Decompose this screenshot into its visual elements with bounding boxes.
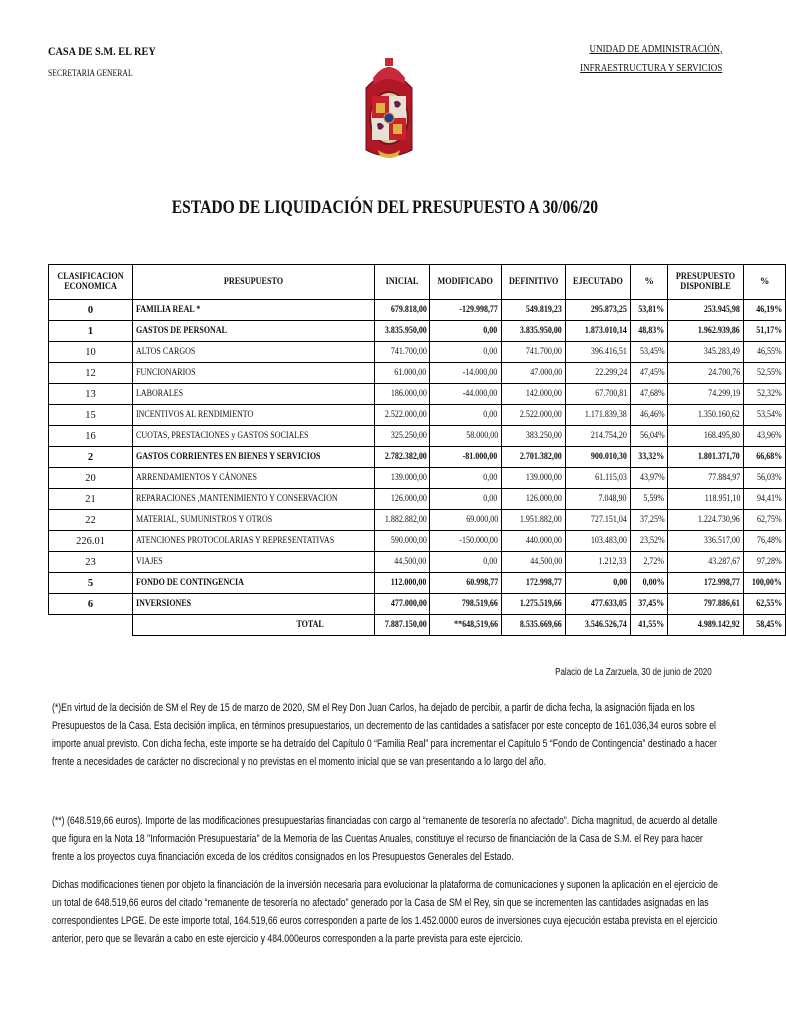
total-label: TOTAL [133,615,374,636]
cell-definitivo: 2.701.382,00 [501,447,565,468]
cell-definitivo: 44.500,00 [501,552,565,573]
cell-inicial: 741.700,00 [374,342,430,363]
cell-inicial: 2.782.382,00 [374,447,430,468]
col-presupuesto: PRESUPUESTO [133,265,374,300]
cell-concept: VIAJES [133,552,374,573]
cell-pct: 37,25% [630,510,667,531]
royal-coat-of-arms-icon [360,58,418,164]
cell-modificado: 798.519,66 [430,594,501,615]
cell-concept: INCENTIVOS AL RENDIMIENTO [133,405,374,426]
cell-definitivo: 440.000,00 [501,531,565,552]
document-title: ESTADO DE LIQUIDACIÓN DEL PRESUPUESTO A 30/06/20 [171,197,599,218]
cell-disponible: 43.287,67 [668,552,744,573]
cell-pct2: 52,32% [744,384,786,405]
cell-definitivo: 3.835.950,00 [501,321,565,342]
col-modificado: MODIFICADO [430,265,501,300]
col-clasificacion: CLASIFICACION ECONOMICA [49,265,133,300]
cell-ejecutado: 214.754,20 [566,426,631,447]
cell-pct: 53,81% [630,300,667,321]
cell-disponible: 77.884,97 [668,468,744,489]
cell-pct: 43,97% [630,468,667,489]
cell-pct2: 66,68% [744,447,786,468]
cell-modificado: 60.998,77 [430,573,501,594]
table-row [49,384,786,405]
cell-code: 5 [49,573,133,594]
cell-ejecutado: 1.171.839,38 [566,405,631,426]
cell-definitivo: 142.000,00 [501,384,565,405]
cell-code: 22 [49,510,133,531]
cell-ejecutado: 727.151,04 [566,510,631,531]
cell-ejecutado: 900.010,30 [566,447,631,468]
table-row [49,531,786,552]
col-pct2: % [744,265,786,300]
note-inversion: Dichas modificaciones tienen por objeto la financiación de la inversión necesaria para evolucionar la plataforma de comunicaciones y suponen la aplicación en el ejercicio de un total de 648.519,66 euros del citado “remanente de tesorería no afectado” generado por la Casa de SM el Rey, sin que se incrementen las cantidades asignadas en las correspondientes LPGE. De este importe total, 164.519,66 euros corresponden a parte de los 1.452.0000 euros de inversiones cuya ejecución estaba prevista en el ejercicio anterior, pero que se llevarán a cabo en este ejercicio y 484.000euros corresponden a la parte prevista para este ejercicio. [52,879,718,945]
cell-modificado: 58.000,00 [430,426,501,447]
cell-concept: INVERSIONES [133,594,374,615]
cell-code: 226.01 [49,531,133,552]
cell-definitivo: 383.250,00 [501,426,565,447]
cell-definitivo: 1.951.882,00 [501,510,565,531]
total-definitivo: 8.535.669,66 [501,615,565,636]
cell-inicial: 3.835.950,00 [374,321,430,342]
cell-pct2: 51,17% [744,321,786,342]
cell-pct2: 62,75% [744,510,786,531]
cell-disponible: 168.495,80 [668,426,744,447]
cell-concept: GASTOS CORRIENTES EN BIENES Y SERVICIOS [133,447,374,468]
cell-disponible: 118.951,10 [668,489,744,510]
cell-pct: 56,04% [630,426,667,447]
cell-modificado: 0,00 [430,342,501,363]
cell-disponible: 1.801.371,70 [668,447,744,468]
cell-ejecutado: 22.299,24 [566,363,631,384]
cell-pct: 47,68% [630,384,667,405]
cell-modificado: -150.000,00 [430,531,501,552]
cell-pct2: 94,41% [744,489,786,510]
cell-pct: 53,45% [630,342,667,363]
cell-ejecutado: 67.700,81 [566,384,631,405]
cell-concept: FAMILIA REAL * [133,300,374,321]
col-disponible: PRESUPUESTO DISPONIBLE [668,265,744,300]
cell-ejecutado: 295.873,25 [566,300,631,321]
cell-disponible: 1.962.939,86 [668,321,744,342]
col-pct: % [630,265,667,300]
cell-modificado: 0,00 [430,489,501,510]
cell-disponible: 797.886,61 [668,594,744,615]
cell-code: 16 [49,426,133,447]
cell-definitivo: 741.700,00 [501,342,565,363]
cell-pct2: 62,55% [744,594,786,615]
col-definitivo: DEFINITIVO [501,265,565,300]
cell-modificado: -129.998,77 [430,300,501,321]
col-inicial: INICIAL [374,265,430,300]
cell-pct: 37,45% [630,594,667,615]
cell-modificado: 0,00 [430,405,501,426]
header-right [557,44,722,82]
cell-pct: 2,72% [630,552,667,573]
table-row [49,447,786,468]
cell-pct2: 43,96% [744,426,786,447]
cell-inicial: 61.000,00 [374,363,430,384]
cell-code: 0 [49,300,133,321]
table-row [49,300,786,321]
table-total-row [49,615,786,636]
cell-ejecutado: 396.416,51 [566,342,631,363]
cell-inicial: 139.000,00 [374,468,430,489]
table-row [49,321,786,342]
cell-pct: 48,83% [630,321,667,342]
cell-pct: 46,46% [630,405,667,426]
table-row [49,594,786,615]
table-row [49,468,786,489]
org-subtitle: SECRETARIA GENERAL [48,68,133,78]
cell-concept: GASTOS DE PERSONAL [133,321,374,342]
cell-pct2: 46,55% [744,342,786,363]
table-row [49,510,786,531]
cell-inicial: 1.882.882,00 [374,510,430,531]
cell-code: 1 [49,321,133,342]
total-pct2: 58,45% [744,615,786,636]
total-modificado: **648,519,66 [430,615,501,636]
table-row [49,573,786,594]
cell-disponible: 24.700,76 [668,363,744,384]
cell-inicial: 325.250,00 [374,426,430,447]
cell-inicial: 679.818,00 [374,300,430,321]
cell-definitivo: 139.000,00 [501,468,565,489]
cell-pct: 0,00% [630,573,667,594]
cell-code: 6 [49,594,133,615]
cell-modificado: -44.000,00 [430,384,501,405]
table-header-row [49,265,786,300]
cell-definitivo: 126.000,00 [501,489,565,510]
table-row [49,405,786,426]
cell-code [49,615,133,636]
cell-code: 20 [49,468,133,489]
table-row [49,342,786,363]
cell-ejecutado: 1.212,33 [566,552,631,573]
unit-line-1: UNIDAD DE ADMINISTRACIÓN, [589,44,722,55]
cell-concept: REPARACIONES ,MANTENIMIENTO Y CONSERVACION [133,489,374,510]
cell-disponible: 345.283,49 [668,342,744,363]
cell-concept: FONDO DE CONTINGENCIA [133,573,374,594]
cell-modificado: 0,00 [430,321,501,342]
cell-concept: CUOTAS, PRESTACIONES y GASTOS SOCIALES [133,426,374,447]
cell-pct2: 46,19% [744,300,786,321]
table-row [49,363,786,384]
cell-concept: ARRENDAMIENTOS Y CÁNONES [133,468,374,489]
total-ejecutado: 3.546.526,74 [566,615,631,636]
cell-pct2: 97,28% [744,552,786,573]
table-row [49,552,786,573]
cell-concept: ATENCIONES PROTOCOLARIAS Y REPRESENTATIVAS [133,531,374,552]
cell-pct: 47,45% [630,363,667,384]
cell-disponible: 1.350.160,62 [668,405,744,426]
cell-modificado: 69.000,00 [430,510,501,531]
cell-definitivo: 549.819,23 [501,300,565,321]
cell-pct2: 76,48% [744,531,786,552]
cell-pct: 33,32% [630,447,667,468]
cell-modificado: -14.000,00 [430,363,501,384]
cell-modificado: 0,00 [430,468,501,489]
table-row [49,426,786,447]
cell-inicial: 44.500,00 [374,552,430,573]
cell-definitivo: 1.275.519,66 [501,594,565,615]
cell-pct2: 100,00% [744,573,786,594]
cell-disponible: 336.517,00 [668,531,744,552]
cell-ejecutado: 477.633,05 [566,594,631,615]
cell-pct2: 52,55% [744,363,786,384]
total-pct: 41,55% [630,615,667,636]
cell-ejecutado: 103.483,00 [566,531,631,552]
table-row [49,489,786,510]
cell-disponible: 1.224.730,96 [668,510,744,531]
budget-table [48,264,786,636]
cell-code: 23 [49,552,133,573]
cell-modificado: 0,00 [430,552,501,573]
cell-inicial: 477.000,00 [374,594,430,615]
place-date: Palacio de La Zarzuela, 30 de junio de 2020 [555,667,712,678]
cell-pct2: 56,03% [744,468,786,489]
cell-concept: ALTOS CARGOS [133,342,374,363]
cell-code: 12 [49,363,133,384]
cell-code: 13 [49,384,133,405]
cell-inicial: 2.522.000,00 [374,405,430,426]
cell-definitivo: 172.998,77 [501,573,565,594]
cell-modificado: -81.000,00 [430,447,501,468]
col-ejecutado: EJECUTADO [566,265,631,300]
cell-definitivo: 47.000,00 [501,363,565,384]
cell-code: 15 [49,405,133,426]
cell-ejecutado: 0,00 [566,573,631,594]
cell-code: 21 [49,489,133,510]
cell-concept: FUNCIONARIOS [133,363,374,384]
cell-concept: MATERIAL, SUMUNISTROS Y OTROS [133,510,374,531]
cell-inicial: 126.000,00 [374,489,430,510]
total-disponible: 4.989.142,92 [668,615,744,636]
note-family-real: (*)En virtud de la decisión de SM el Rey de 15 de marzo de 2020, SM el Rey Don Juan Carlos, ha dejado de percibir, a partir de dicha fecha, la asignación fijada en los Presupuestos de la Casa. Esta decisión implica, en términos presupuestarios, un decremento de las cantidades a satisfacer por este concepto de 161.036,34 euros sobre el importe anual previsto. Con dicha fecha, este importe se ha detraído del Capítulo 0 “Familia Real” para incrementar el Capítulo 5 “Fondo de Contingencia” destinado a hacer frente a necesidades de carácter no discrecional y no previstas en el momento inicial que se van presentando a lo largo del año. [52,702,717,768]
cell-inicial: 186.000,00 [374,384,430,405]
cell-concept: LABORALES [133,384,374,405]
unit-line-2: INFRAESTRUCTURA Y SERVICIOS [579,63,722,74]
cell-disponible: 253.945,98 [668,300,744,321]
cell-code: 10 [49,342,133,363]
cell-ejecutado: 7.048,90 [566,489,631,510]
cell-disponible: 172.998,77 [668,573,744,594]
cell-ejecutado: 1.873.010,14 [566,321,631,342]
cell-pct2: 53,54% [744,405,786,426]
cell-disponible: 74.299,19 [668,384,744,405]
cell-code: 2 [49,447,133,468]
header-left [48,44,173,78]
cell-definitivo: 2.522.000,00 [501,405,565,426]
cell-pct: 5,59% [630,489,667,510]
org-name: CASA DE S.M. EL REY [48,44,156,58]
cell-pct: 23,52% [630,531,667,552]
total-inicial: 7.887.150,00 [374,615,430,636]
cell-ejecutado: 61.115,03 [566,468,631,489]
cell-inicial: 112.000,00 [374,573,430,594]
note-modificaciones: (**) (648.519,66 euros). Importe de las modificaciones presupuestarias financiadas con cargo al “remanente de tesorería no afectado”. Dicha magnitud, de acuerdo al detalle que figura en la Nota 18 "Información Presupuestaria" de la Memoria de las Cuentas Anuales, constituye el recurso de financiación de la Casa de S.M. el Rey para hacer frente a los proyectos cuya financiación exceda de los créditos consignados en los Presupuestos Generales del Estado. [52,815,718,863]
cell-inicial: 590.000,00 [374,531,430,552]
